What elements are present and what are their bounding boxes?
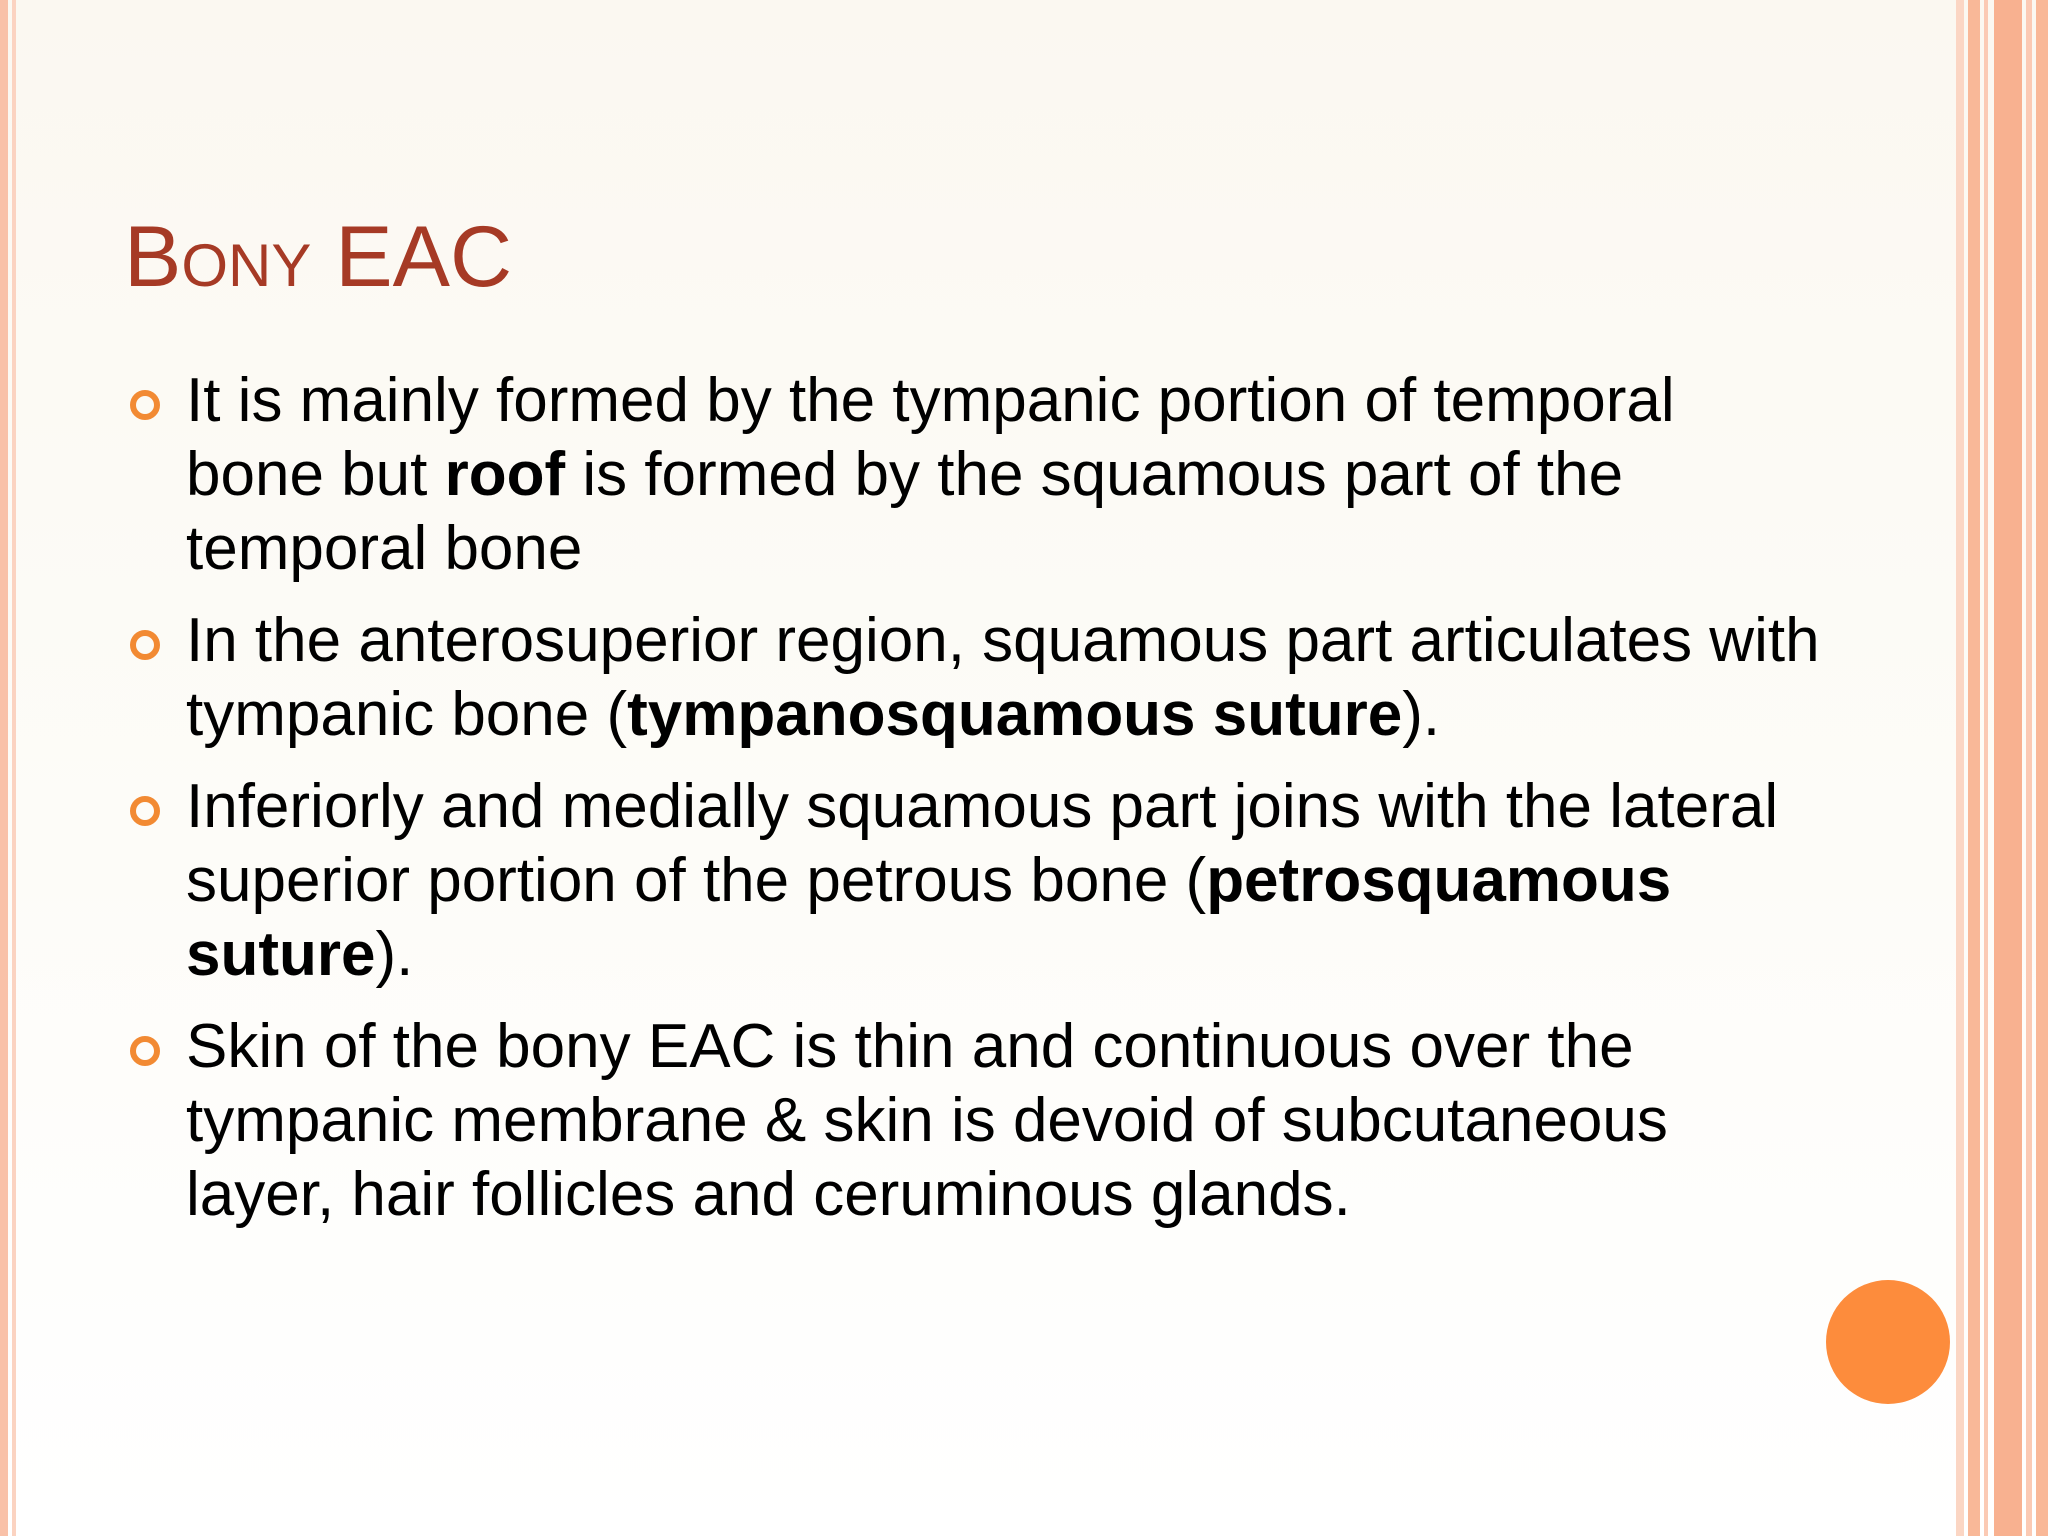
bullet-text: It is mainly formed by the tympanic portion of temporal bone but roof is formed by the squamous part of the temporal bone xyxy=(186,366,1675,583)
bullet-item xyxy=(124,770,1824,992)
bullet-ring-icon xyxy=(130,390,160,420)
bold-term-petrosquamous-suture: petrosquamous suture xyxy=(186,846,1672,989)
right-border-stripe xyxy=(2036,0,2048,1536)
bullet-ring-icon xyxy=(130,630,160,660)
right-border-stripe xyxy=(1984,0,1988,1536)
right-border-stripe-wide xyxy=(1994,0,2022,1536)
bullet-item xyxy=(124,1010,1824,1232)
right-border-stripe xyxy=(2026,0,2032,1536)
bold-term-roof: roof xyxy=(444,440,566,509)
bullet-text: Inferiorly and medially squamous part joins with the lateral superior portion of the petrous bone (petrosquamous suture). xyxy=(186,772,1779,989)
bullet-list xyxy=(124,364,1824,1250)
bullet-text: In the anterosuperior region, squamous part articulates with tympanic bone (tympanosquamous suture). xyxy=(186,606,1820,749)
bullet-ring-icon xyxy=(130,796,160,826)
right-border-stripe xyxy=(1968,0,1980,1536)
bullet-ring-icon xyxy=(130,1036,160,1066)
bullet-item xyxy=(124,604,1824,752)
accent-circle xyxy=(1826,1280,1950,1404)
left-border-stripe-thin xyxy=(12,0,16,1536)
bullet-item xyxy=(124,364,1824,586)
bullet-text: Skin of the bony EAC is thin and continuous over the tympanic membrane & skin is devoid of subcutaneous layer, hair follicles and ceruminous glands. xyxy=(186,1012,1668,1229)
left-border-stripe xyxy=(0,0,8,1536)
slide-title: Bony EAC xyxy=(124,209,513,305)
bold-term-tympanosquamous-suture: tympanosquamous suture xyxy=(627,680,1403,749)
right-border-stripe xyxy=(1956,0,1964,1536)
